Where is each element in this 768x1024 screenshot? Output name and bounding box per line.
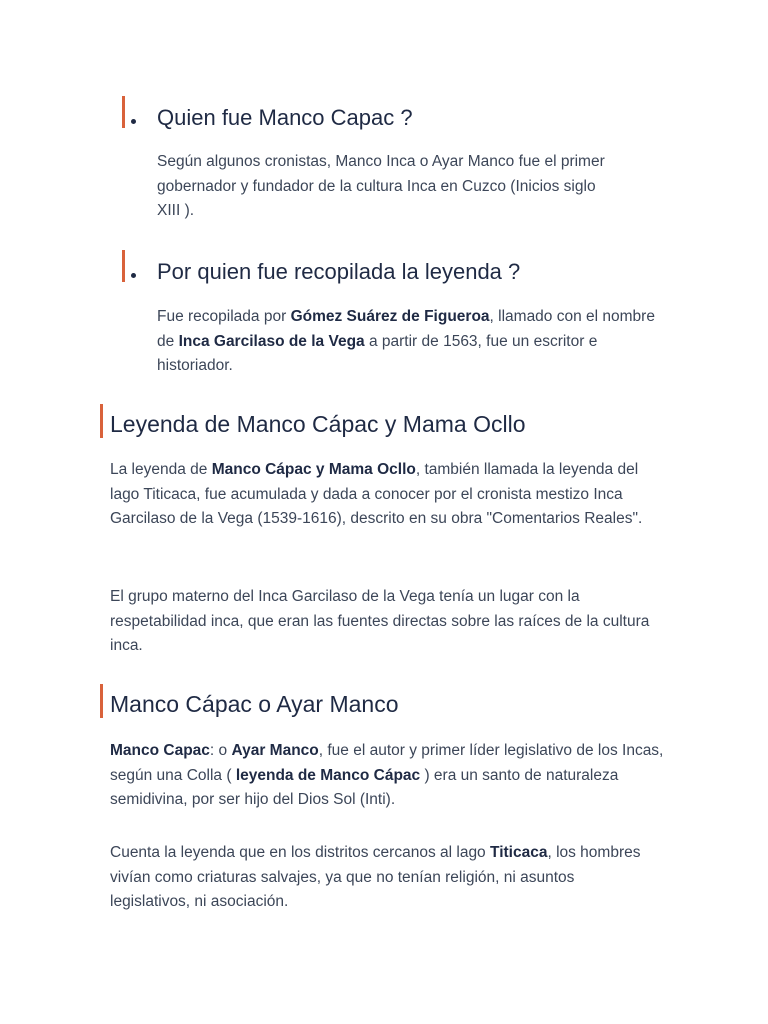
bold-text: Manco Capac [110, 742, 210, 759]
section-paragraph [110, 585, 655, 659]
accent-bar [122, 250, 125, 282]
bold-text: Gómez Suárez de Figueroa [290, 308, 490, 325]
bold-text: Titicaca [490, 844, 548, 861]
text-run: , también llamada la leyenda del lago Titicaca, fue acumulada y dada a conocer por el cronista mestizo Inca Garcilaso de la Vega (1539-1616), descrito en su obra "Comentarios Reales". [110, 461, 643, 527]
text-run: Fue recopilada por [157, 308, 291, 325]
text-run: Cuenta la leyenda que en los distritos cercanos al lago [110, 844, 490, 861]
question-answer [157, 150, 617, 224]
text-run: , los hombres vivían como criaturas salvajes, ya que no tenían religión, ni asuntos legislativos, ni asociación. [110, 844, 641, 910]
accent-bar [100, 684, 103, 718]
text-run: Según algunos cronistas, Manco Inca o Ayar Manco fue el primer gobernador y fundador de la cultura Inca en Cuzco (Inicios siglo XIII ). [157, 153, 605, 219]
text-run: , fue el autor y primer líder legislativo de los Incas, según una Colla ( [110, 742, 664, 784]
bold-text: Manco Cápac y Mama Ocllo [211, 461, 416, 478]
section-paragraph [110, 841, 652, 915]
text-run: , llamado con el nombre de [157, 308, 655, 350]
bullet-icon [131, 273, 136, 278]
question-heading: Quien fue Manco Capac ? [157, 105, 413, 130]
section-heading: Manco Cápac o Ayar Manco [110, 691, 399, 717]
text-run: : o [209, 742, 232, 759]
accent-bar [122, 96, 125, 128]
text-run: a partir de 1563, fue un escritor e historiador. [157, 332, 598, 374]
bold-text: leyenda de Manco Cápac [235, 766, 421, 784]
bold-text: Inca Garcilaso de la Vega [178, 332, 365, 350]
text-run: ) era un santo de naturaleza semidivina, por ser hijo del Dios Sol (Inti). [110, 766, 619, 808]
text-run: El grupo materno del Inca Garcilaso de la Vega tenía un lugar con la respetabilidad inca, que eran las fuentes directas sobre las raíces de la cultura inca. [110, 588, 650, 654]
text-run: La leyenda de [110, 461, 212, 478]
section-paragraph [110, 739, 666, 813]
question-heading: Por quien fue recopilada la leyenda ? [157, 259, 521, 284]
section-heading: Leyenda de Manco Cápac y Mama Ocllo [110, 411, 526, 437]
section-paragraph [110, 458, 666, 532]
bullet-icon [131, 119, 136, 124]
accent-bar [100, 404, 103, 438]
question-answer [157, 305, 662, 379]
bold-text: Ayar Manco [231, 742, 319, 759]
